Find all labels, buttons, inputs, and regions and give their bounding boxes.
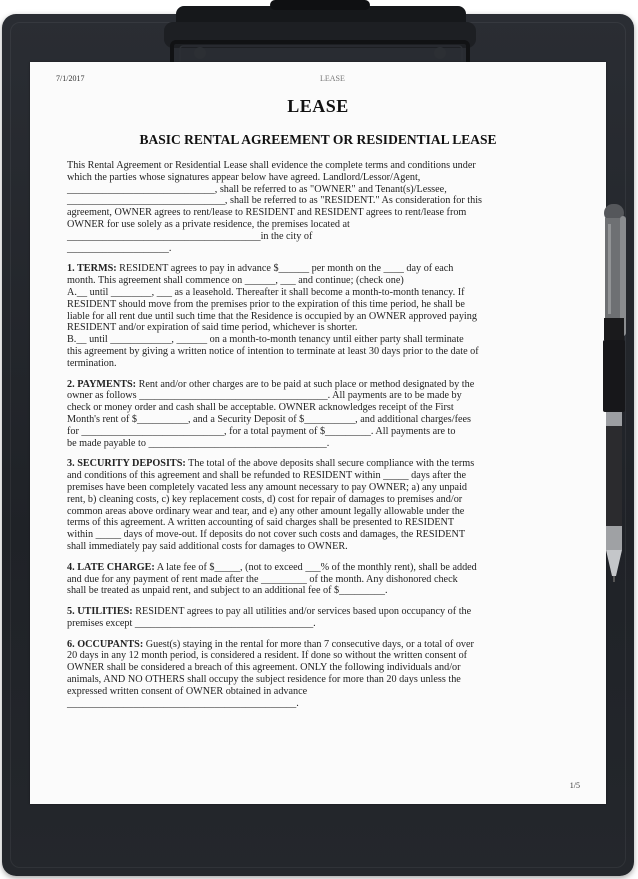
text-line: ____________________. [67, 242, 172, 254]
section-first-line [67, 562, 523, 574]
section-text: Rent and/or other charges are to be paid at such place or method designated by the [136, 378, 475, 390]
text-line: terms of this agreement. A written accounting of said charges shall be presented to RESIDENT [67, 517, 455, 529]
text-line: premises except ___________________________________. [67, 617, 316, 629]
text-line: month. This agreement shall commence on ______, ___ and continue; (check one) [67, 275, 404, 287]
section-occupants [67, 639, 523, 710]
section-first-line [67, 379, 523, 391]
document-title: LEASE [287, 96, 349, 116]
text-line: and due for any payment of rent made after the _________ of the month. Any dishonored check [67, 573, 458, 585]
text-line: 20 days in any 12 month period, is considered a resident. If done so without the written consent of [67, 650, 468, 662]
document-body [67, 160, 523, 709]
section-security-deposits [67, 458, 523, 552]
text-line: This Rental Agreement or Residential Lease shall evidence the complete terms and conditions under [67, 160, 476, 171]
text-line: OWNER shall be considered a breach of this agreement. ONLY the following individuals and/or [67, 662, 461, 674]
intro-paragraph [67, 160, 523, 254]
text-line: RESIDENT should move from the premises prior to the expiration of this time period, he shall be [67, 298, 465, 310]
text-line: Month's rent of $__________, and a Security Deposit of $__________, and additional charges/fees [67, 413, 471, 425]
text-line: owner as follows _____________________________________. All payments are to be made by [67, 390, 462, 402]
section-heading: 3. SECURITY DEPOSITS: [67, 458, 186, 470]
text-line: expressed written consent of OWNER obtained in advance [67, 685, 308, 697]
section-heading: 4. LATE CHARGE: [67, 561, 155, 573]
text-line: within _____ days of move-out. If deposits do not cover such costs and damages, the RESIDENT [67, 529, 466, 541]
text-line: OWNER for use solely as a private residence, the premises located at [67, 218, 350, 230]
section-heading: 5. UTILITIES: [67, 606, 133, 618]
text-line: animals, AND NO OTHERS shall occupy the subject residence for more than 20 days unless the [67, 674, 461, 686]
page-number: 1/5 [569, 781, 580, 790]
text-line: check or money order and cash shall be acceptable. OWNER acknowledges receipt of the First [67, 402, 454, 414]
text-line: which the parties whose signatures appear below have agreed. Landlord/Lessor/Agent, [67, 171, 421, 183]
text-line: shall immediately pay said additional costs for damages to OWNER. [67, 540, 348, 552]
text-line: shall be treated as unpaid rent, and subject to an additional fee of $_________. [67, 585, 388, 597]
text-line: be made payable to ___________________________________. [67, 437, 330, 449]
section-terms [67, 263, 523, 369]
text-line: termination. [67, 357, 117, 369]
section-first-line [67, 458, 523, 470]
text-line: and conditions of this agreement and shall be refunded to RESIDENT within _____ days after the [67, 470, 467, 482]
text-line: for ____________________________, for a total payment of $_________. All payments are to [67, 425, 456, 437]
section-heading: 6. OCCUPANTS: [67, 638, 144, 650]
text-line: ______________________________________in the city of [67, 230, 313, 242]
section-first-line [67, 606, 523, 618]
text-line: rent, b) cleaning costs, c) key replacement costs, d) cost for repair of damages to premises and/or [67, 493, 463, 505]
section-text: RESIDENT agrees to pay in advance $______ per month on the ____ day of each [116, 263, 454, 275]
text-line: B.__ until ____________, ______ on a month-to-month tenancy until either party shall terminate [67, 334, 464, 346]
text-line: _______________________________, shall be referred to as "RESIDENT." As consideration for this [67, 195, 482, 207]
pen [592, 204, 634, 584]
section-text: Guest(s) staying in the rental for more than 7 consecutive days, or a total of over [143, 638, 474, 650]
section-text: The total of the above deposits shall secure compliance with the terms [185, 458, 475, 470]
text-line: agreement, OWNER agrees to rent/lease to RESIDENT and RESIDENT agrees to rent/lease from [67, 207, 467, 219]
text-line: liable for all rent due until such time that the Residence is occupied by an OWNER approved paying [67, 310, 477, 322]
document-date: 7/1/2017 [56, 74, 85, 83]
text-line: A.__ until ________, ___ as a leasehold. Thereafter it shall become a month-to-month tenancy. If [67, 286, 465, 298]
document-subtitle: BASIC RENTAL AGREEMENT OR RESIDENTIAL LEASE [139, 132, 497, 147]
section-payments [67, 379, 523, 450]
running-header: LEASE [320, 74, 345, 83]
section-text: RESIDENT agrees to pay all utilities and/or services based upon occupancy of the [132, 606, 472, 618]
text-line: common areas above ordinary wear and tear, and e) any other amount legally allowable under the [67, 505, 465, 517]
lease-document [30, 62, 606, 804]
text-line: RESIDENT and/or expiration of said time period, whichever is shorter. [67, 322, 358, 334]
section-first-line [67, 639, 523, 651]
text-line: _____________________________________________. [67, 697, 299, 709]
section-late-charge [67, 562, 523, 597]
section-heading: 1. TERMS: [67, 263, 117, 275]
section-text: A late fee of $_____, (not to exceed ___% of the monthly rent), shall be added [154, 561, 477, 573]
section-first-line [67, 263, 523, 275]
section-heading: 2. PAYMENTS: [67, 378, 137, 390]
section-utilities [67, 606, 523, 630]
text-line: premises have been completely vacated less any amount necessary to pay OWNER; a) any unpaid [67, 481, 468, 493]
text-line: this agreement by giving a written notice of intention to terminate at least 30 days prior to the date of [67, 345, 479, 357]
text-line: _____________________________, shall be referred to as "OWNER" and Tenant(s)/Lessee, [67, 183, 447, 195]
